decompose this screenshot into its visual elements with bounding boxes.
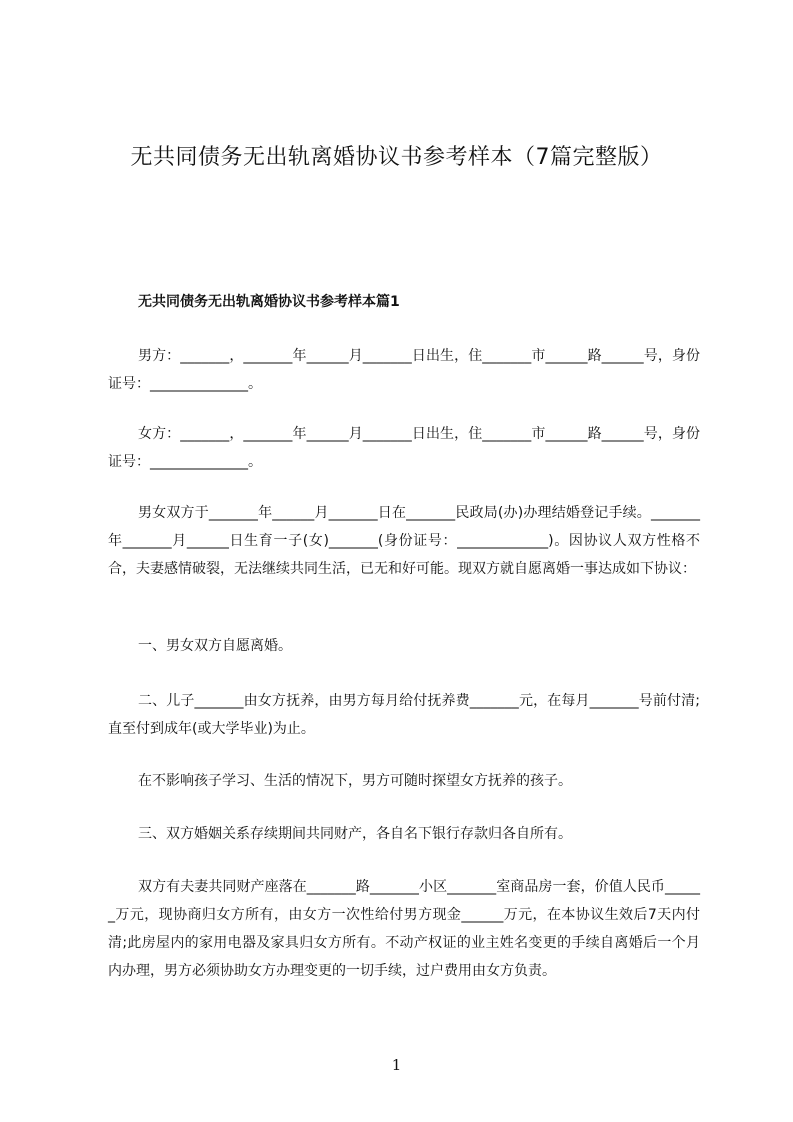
- paragraph-clause-1: 一、男女双方自愿离婚。: [138, 638, 292, 654]
- paragraph-property: 双方有夫妻共同财产座落在_______路_______小区_______室商品房一套，价值人民币______万元，现协商归女方所有，由女方一次性给付男方现金______万元，在本协议生效后7天内付清;此房屋内的家用电器及家具归女方所有。不动产权证的业主姓名变更的手续自离婚后一个月内办理，男方必须协助女方办理变更的一切手续，过户费用由女方负责。: [108, 879, 700, 979]
- paragraph-visitation: 在不影响孩子学习、生活的情况下，男方可随时探望女方抚养的孩子。: [138, 773, 572, 789]
- paragraph-clause-3: 三、双方婚姻关系存续期间共同财产，各自名下银行存款归各自所有。: [138, 826, 572, 842]
- paragraph-husband-info: 男方：_______，_______年______月_______日出生，住_______市______路______号，身份证号：______________。: [108, 348, 700, 392]
- document-title: 无共同债务无出轨离婚协议书参考样本（7篇完整版）: [130, 145, 663, 170]
- paragraph-clause-2: 二、儿子_______由女方抚养，由男方每月给付抚养费_______元，在每月_______号前付清;直至付到成年(或大学毕业)为止。: [108, 693, 700, 737]
- section-title: 无共同债务无出轨离婚协议书参考样本篇1: [138, 294, 400, 310]
- paragraph-wife-info: 女方：_______，_______年______月_______日出生，住_______市______路______号，身份证号：______________。: [108, 426, 700, 470]
- page-number: 1: [391, 1056, 402, 1074]
- paragraph-marriage-background: 男女双方于_______年______月_______日在_______民政局(办)办理结婚登记手续。_______年_______月______日生育一子(女)_______(身份证号：_____________)。因协议人双方性格不合，夫妻感情破裂，无法继续共同生活，已无和好可能。现双方就自愿离婚一事达成如下协议：: [108, 505, 700, 577]
